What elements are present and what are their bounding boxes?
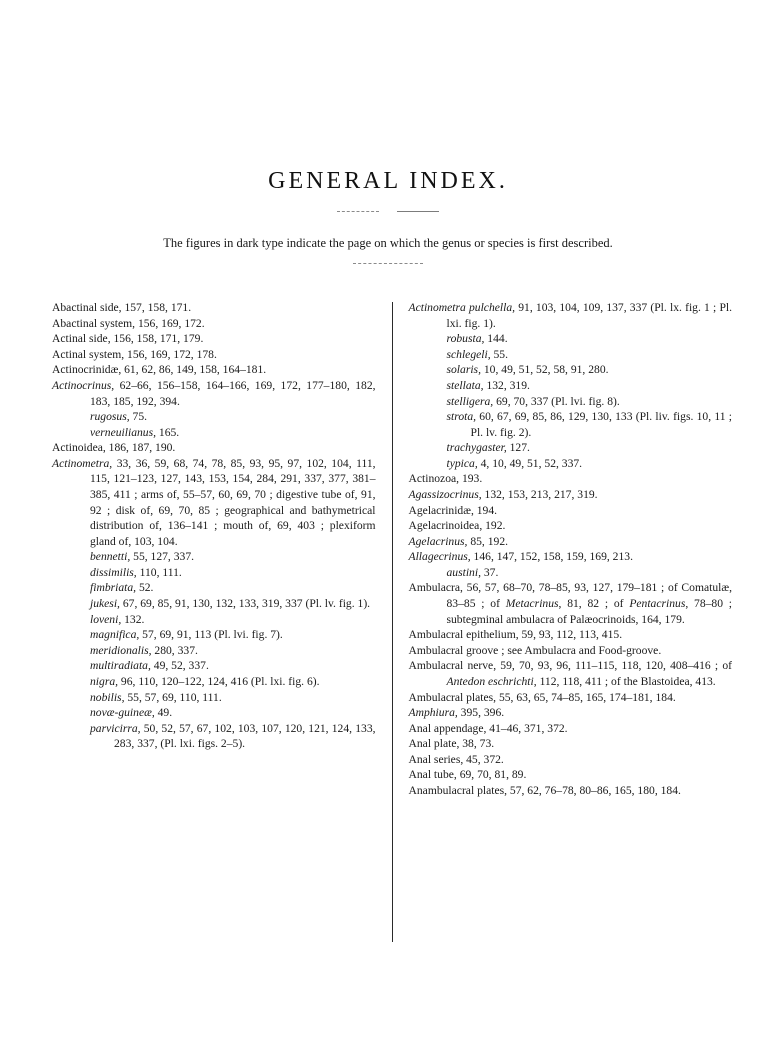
index-entry: [409, 580, 733, 627]
index-entry-refs: 91, 103, 104, 109, 137, 337 (Pl. lx. fig. 1 ; Pl. lxi. fig. 1).: [446, 301, 733, 330]
index-entry-term: meridionalis,: [90, 643, 152, 657]
index-entry: [409, 721, 733, 737]
index-entry: [409, 471, 733, 487]
index-entry: [409, 534, 733, 550]
index-entry: [52, 721, 376, 752]
index-entry-text: Actinoidea, 186, 187, 190.: [52, 441, 176, 455]
index-entry-term: austini,: [446, 565, 481, 579]
index-entry-term: nobilis,: [90, 690, 125, 704]
index-entry-refs: 132, 319.: [483, 378, 530, 392]
index-entry: [52, 378, 376, 409]
index-entry: [52, 596, 376, 612]
index-entry-refs: 50, 52, 57, 67, 102, 103, 107, 120, 121, 124, 133, 283, 337, (Pl. lxi. figs. 2–5).: [114, 721, 376, 751]
index-entry-refs: 62–66, 156–158, 164–166, 169, 172, 177–180, 182, 183, 185, 192, 394.: [90, 378, 376, 408]
index-entry-term: verneuilianus,: [90, 425, 157, 439]
index-entry: [409, 643, 733, 659]
index-entry: [409, 767, 733, 783]
index-entry-text: Anal series, 45, 372.: [408, 752, 504, 766]
page-subtitle: The figures in dark type indicate the page on which the genus or species is first described.: [163, 236, 613, 251]
index-entry: [409, 705, 733, 721]
rule-segment-left: [337, 211, 379, 212]
index-entry-term: Actinometra pulchella,: [408, 301, 516, 315]
index-entry-text: Agelacrinoidea, 192.: [408, 519, 506, 533]
index-entry: [409, 394, 733, 410]
index-entry-term: fimbriata,: [90, 581, 137, 595]
index-entry-text: Anal tube, 69, 70, 81, 89.: [408, 768, 527, 782]
index-entry: [409, 456, 733, 472]
index-entry-refs: 33, 36, 59, 68, 74, 78, 85, 93, 95, 97, 102, 104, 111, 115, 121–123, 127, 143, 153, 154, 284, 291, 337, 377, 381–385, 411 ; arms of, 55–57, 60, 69, 70 ; digestive tube of, 91, 92 ; disk of, 69, 70, 85 ; geographical and bathymetrical distribution of, 136–141 ; mouth of, 69, 403 ; plexiform gland of, 103, 104.: [90, 456, 376, 548]
index-entry-text: Abactinal side, 157, 158, 171.: [52, 301, 192, 315]
index-entry-refs: 60, 67, 69, 85, 86, 129, 130, 133 (Pl. liv. figs. 10, 11 ; Pl. lv. fig. 2).: [470, 410, 733, 439]
index-entry: [409, 736, 733, 752]
index-entry: [52, 690, 376, 706]
index-entry-refs: 55, 127, 337.: [130, 550, 195, 564]
index-entry-refs: 132.: [121, 612, 145, 626]
index-entry-term: loveni,: [90, 612, 122, 626]
rule-segment-center: [353, 263, 423, 264]
index-entry-text: Agelacrinidæ, 194.: [408, 503, 498, 517]
index-entry-text: Abactinal system, 156, 169, 172.: [52, 316, 205, 330]
index-entry: [52, 362, 376, 378]
index-entry-refs: 110, 111.: [136, 565, 182, 579]
index-entry-text: Ambulacral plates, 55, 63, 65, 74–85, 165, 174–181, 184.: [408, 690, 676, 704]
index-entry-refs: 85, 192.: [467, 534, 509, 548]
index-entry-term: trachygaster,: [446, 441, 507, 455]
index-entry-text: Anal plate, 38, 73.: [408, 737, 495, 751]
index-entry-term: typica,: [446, 456, 478, 470]
index-entry-refs: 49, 52, 337.: [150, 659, 209, 673]
index-entry-refs: 132, 153, 213, 217, 319.: [481, 488, 598, 502]
index-entry: [52, 705, 376, 721]
index-entry: [52, 674, 376, 690]
subtitle-rule: [0, 263, 776, 264]
index-entry-text: Actinal side, 156, 158, 171, 179.: [52, 332, 204, 346]
index-entry: [409, 565, 733, 581]
index-entry-refs: 75.: [129, 410, 148, 424]
index-entry-text: Actinozoa, 193.: [408, 472, 483, 486]
index-entry-term: stellata,: [446, 378, 484, 392]
index-entry-term: schlegeli,: [446, 347, 491, 361]
index-entry: [409, 487, 733, 503]
index-entry: [409, 347, 733, 363]
index-entry: [52, 549, 376, 565]
index-entry-refs: 49.: [154, 706, 173, 720]
index-entry-term: Actinometra,: [52, 456, 113, 470]
index-entry-refs: 127.: [506, 441, 530, 455]
index-entry-refs: 69, 70, 337 (Pl. lvi. fig. 8).: [493, 394, 620, 408]
page-title: GENERAL INDEX.: [268, 168, 508, 194]
index-entry-text: Actinal system, 156, 169, 172, 178.: [52, 347, 217, 361]
index-entry-term: nigra,: [90, 674, 119, 688]
index-entry-term: robusta,: [446, 332, 485, 346]
index-entry-term: magnifica,: [90, 628, 140, 642]
index-entry: [409, 627, 733, 643]
index-entry-refs: 67, 69, 85, 91, 130, 132, 133, 319, 337 (Pl. lv. fig. 1).: [119, 597, 371, 611]
index-entry-text: Ambulacra, 56, 57, 68–70, 78–85, 93, 127, 179–181 ; of Comatulæ, 83–85 ; of Metacrinus, 81, 82 ; of Pentacrinus, 78–80 ; subtegminal ambulacra of Palæocrinoids, 164, 179.: [408, 581, 733, 626]
index-entry-term: parvicirra,: [90, 721, 141, 735]
index-entry-text: Anal appendage, 41–46, 371, 372.: [408, 721, 568, 735]
index-entry-refs: 395, 396.: [457, 706, 505, 720]
index-entry-text: Ambulacral epithelium, 59, 93, 112, 113, 415.: [408, 628, 623, 642]
index-entry: [52, 409, 376, 425]
index-entry-text: Ambulacral groove ; see Ambulacra and Food-groove.: [408, 643, 662, 657]
index-entry: [52, 565, 376, 581]
index-entry: [409, 331, 733, 347]
index-column-left: [52, 300, 392, 942]
rule-segment-right: [397, 211, 439, 212]
index-entry-text: Actinocrinidæ, 61, 62, 86, 149, 158, 164–181.: [52, 363, 267, 377]
index-entry-term: novæ-guineæ,: [90, 706, 155, 720]
index-entry-term: strota,: [446, 410, 477, 424]
index-entry: [409, 409, 733, 440]
index-entry-term: Amphiura,: [408, 706, 458, 720]
index-entry: [52, 456, 376, 549]
index-entry: [409, 783, 733, 799]
index-entry: [409, 752, 733, 768]
index-entry-refs: 4, 10, 49, 51, 52, 337.: [477, 456, 583, 470]
index-entry-term: rugosus,: [90, 410, 130, 424]
index-entry-term: jukesi,: [90, 597, 120, 611]
index-entry: [52, 580, 376, 596]
index-entry-term: solaris,: [446, 363, 481, 377]
index-entry: [52, 440, 376, 456]
index-entry: [52, 331, 376, 347]
index-entry-refs: 37.: [480, 565, 499, 579]
index-entry: [52, 347, 376, 363]
index-entry: [409, 549, 733, 565]
index-entry-refs: 57, 69, 91, 113 (Pl. lvi. fig. 7).: [139, 628, 283, 642]
column-divider: [392, 302, 393, 942]
index-entry-term: bennetti,: [90, 550, 131, 564]
index-entry: [52, 658, 376, 674]
index-entry-term: stelligera,: [446, 394, 494, 408]
index-entry-text: Anambulacral plates, 57, 62, 76–78, 80–86, 165, 180, 184.: [408, 784, 681, 797]
index-entry-term: dissimilis,: [90, 565, 137, 579]
index-entry-refs: 96, 110, 120–122, 124, 416 (Pl. lxi. fig. 6).: [118, 674, 320, 688]
index-columns: [0, 300, 776, 942]
index-entry: [52, 300, 376, 316]
index-entry-refs: 10, 49, 51, 52, 58, 91, 280.: [480, 363, 609, 377]
index-entry-refs: 144.: [484, 332, 508, 346]
index-entry-text: Ambulacral nerve, 59, 70, 93, 96, 111–115, 118, 120, 408–416 ; of Antedon eschrichti, 112, 118, 411 ; of the Blastoidea, 413.: [408, 659, 733, 688]
index-entry: [409, 300, 733, 331]
index-entry-refs: 280, 337.: [151, 643, 198, 657]
index-entry-refs: 55, 57, 69, 110, 111.: [124, 690, 222, 704]
index-entry-refs: 52.: [136, 581, 154, 595]
index-entry-term: Agelacrinus,: [408, 534, 468, 548]
index-entry: [409, 518, 733, 534]
index-entry-refs: 165.: [156, 425, 180, 439]
index-entry-refs: 146, 147, 152, 158, 159, 169, 213.: [470, 550, 633, 564]
index-entry: [52, 316, 376, 332]
index-entry-term: Allagecrinus,: [408, 550, 471, 564]
index-entry: [409, 440, 733, 456]
index-entry: [409, 362, 733, 378]
index-entry: [409, 658, 733, 689]
index-entry-term: multiradiata,: [90, 659, 151, 673]
title-rule: [0, 211, 776, 212]
index-column-right: [407, 300, 733, 942]
index-entry: [52, 612, 376, 628]
index-entry-term: Actinocrinus,: [52, 378, 115, 392]
index-entry: [409, 503, 733, 519]
index-entry: [409, 690, 733, 706]
index-entry: [52, 425, 376, 441]
index-entry-refs: 55.: [490, 347, 508, 361]
index-entry: [52, 643, 376, 659]
index-entry-term: Agassizocrinus,: [408, 488, 482, 502]
index-entry: [409, 378, 733, 394]
index-entry: [52, 627, 376, 643]
